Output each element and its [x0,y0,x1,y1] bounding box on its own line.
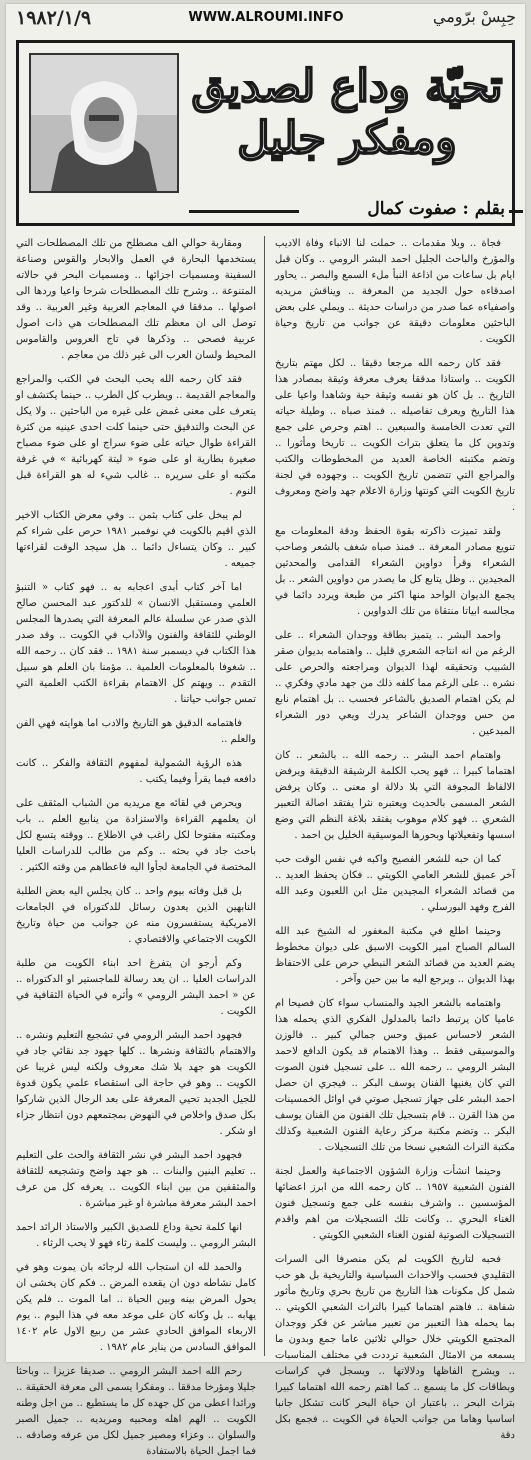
paragraph: وكم أرجو ان يتفرغ احد ابناء الكويت من طلبة الدراسات العليا .. ان يعد رسالة للماجستير او الدكتوراه .. عن « احمد البشر الرومي » وأثره في الحياة الثقافية في الكويت . [16,958,256,1017]
article-title-line-2: ومفكر جليل [237,113,457,164]
paragraph: ويحرص في لقائه مع مريديه من الشباب المثقف على ان يعلمهم القراءة والاستزادة من ينابيع العلم .. باب ومكتبته مفتوحا لكل راغب في الاطلاع .. ووقته يتسع لكل باحث جاد في بحثه .. وكم من طالب للدراسات العليا المختصة في الجامعة لجأوا اليه فاعطاهم من وقته الكثير . [16,798,256,873]
paragraph: هذه الرؤية الشمولية لمفهوم الثقافة والفكر .. كانت دافعه فيما يقرأ وفيما يكتب . [16,758,256,785]
paragraph: ولقد تميزت ذاكرته بقوة الحفظ ودقة المعلومات مع تنويع مصادر المعرفة .. فمنذ صباه شغف بالشعر وصاحب الشعراء وقرأ دواوين الشعراء القدامى والمحدثين المجيدين .. وظل يتابع كل ما يصدر من دواوين الشعر .. بل يجمع الديوان الواحد منها اكثر من طبعة ويردد دائما في مجالسه ابياتا منتقاة من تلك الدواوين . [275,526,515,617]
article-byline: بقلم : صفوت كمال [189,199,505,219]
paragraph: لم يبخل على كتاب بثمن .. وفي معرض الكتاب الاخير الذي اقيم بالكويت في نوفمبر ١٩٨١ حرص على شراء كم كبير .. وكان يتساءل دائما .. هل سيجد الوقت لقراءتها جميعه . [16,510,256,569]
newspaper-clipping [6,4,525,1457]
paragraph: واهتمامه بالشعر الجيد والمنساب سواء كان فصيحا ام عاميا كان يرتبط دائما بالمدلول الفكري الذي يحمله هذا الشعر لاحساس عميق وحس جمالي كبير .. فالوزن والموسيقى فقط .. وهذا الاهتمام قد يكون الدافع لاحمد البشر الرومي .. رحمه الله .. على تسجيل فنون الصوت التي كان يغنيها الفنان يوسف البكر .. فيجري ان حصل احمد البشر على جهاز تسجيل صوتي في اوائل الخمسينات من هذا القرن .. قام بتسجيل تلك الفنون من الفنان يوسف البكر .. وتضم مكتبة مركز رعاية الفنون الشعبية وكذلك مكتبة التراث الشعبي نسخا من تلك التسجيلات . [275,998,515,1153]
paragraph: فقد كان رحمه الله مرجعا دقيقا .. لكل مهتم بتاريخ الكويت .. واستاذا مدققا يعرف معرفة وثيقة بمصادر هذا التاريخ .. بل كان هو نفسه وثيقة حية وشاهدا واعيا على هذا التاريخ ويعرف تفاصيله .. فمنذ صباه .. وطيلة حياته التي تعدت الخامسة والسبعين .. اهتم وحرص على جمع وتدوين كل ما يتعلق بتراث الكويت .. تاريخا ومأثورا .. وتضم مكتبته الخاصة العديد من المخطوطات والكتب والمراجع التي تتضمن تاريخ الكويت .. وجهوده في لجنة تاريخ الكويت التي كونتها وزارة الاعلام جهد واضح ومعروف . [275,358,515,513]
paragraph: ومقاربة حوالي الف مصطلح من تلك المصطلحات التي يستخدمها البحارة في العمل والابحار والقوس وصناعة السفينة ومسميات اجزائها .. ومسميات البحر في حالاته المتنوعة .. وشرح تلك المصطلحات شرحا واعيا وردها الى اصولها .. مدققا في المعاجم العربية وغير العربية .. وقد توصل الى ان معظم تلك المصطلحات هي ذات اصول عربية فصحى .. وذكرها في تاج العروس والقاموس المحيط ولسان العرب الى غير ذلك من معاجم . [16,238,256,361]
paragraph: واهتمام احمد البشر .. رحمه الله .. بالشعر .. كان اهتماما كبيرا .. فهو يحب الكلمة الرشيقة الدقيقة ويرفض الالفاظ المجوفة التي بلا دلالة او معنى .. وكان يرفض الشعر المسمى بالحديث ويعتبره نثرا يفتقد اصالة التعبير الشعري .. فهو كلام موهوب يفتقد بلاغة النظم التي وضع اسسها وتفعيلاتها وبحورها الموسيقية الخليل بن احمد . [275,750,515,841]
paragraph: واحمد البشر .. يتميز بطاقة ووجدان الشعراء .. على الرغم من انه انتاجه الشعري قليل .. واهتمامه بديوان صقر الشبيب وتحقيقه لهذا الديوان ومراجعته والحرص على نشره .. على الرغم مما كلفه ذلك من جهد مادي وفكري .. لم يكن اهتمام الصديق بالشاعر فحسب .. بل اهتمام نابع من حس ووجدان الشاعر يدرك ويعي دور الشعراء المبدعين . [275,630,515,737]
paragraph: بل قبل وفاته بيوم واحد .. كان يجلس اليه بعض الطلبة النابهين الذين يعدون رسائل للدكتوراه في الجامعات الامريكية يستفسرون منه عن جوانب من حياة وتاريخ الكويت الاجتماعي والاقتصادي . [16,886,256,945]
paragraph: انها كلمة تحية وداع للصديق الكبير والاستاذ الرائد احمد البشر الرومي .. وليست كلمة رثاء فهو لا يحب الرثاء . [16,1222,256,1249]
paragraph: فجهود احمد البشر الرومي في تشجيع التعليم ونشره .. والاهتمام بالثقافة ونشرها .. كلها جهود جد نقائي جاد في الكويت هو جهد بلا شك معروف ولكنه ليس غريبا عن الكويت .. وهو في حاجة الى استقصاء علمي يكون قدوة للجيل الجديد تحيي المعرفة على بعد الرجال الذين شاركوا بكل صدق واخلاص في النهوض بمجتمعهم دون انتظار جزاء او شكر . [16,1030,256,1137]
paragraph: وحينما اطلع في مكتبة المغفور له الشيخ عبد الله السالم الصباح امير الكويت الاسبق على ديوان مخطوط يضم العديد من قصائد الشعر النبطي حرص على الاحتفاظ بهذا الديوان .. ويرجع اليه ما بين حين وآخر . [275,926,515,985]
article-column-right [275,236,515,1441]
author-portrait-photo [29,53,179,193]
paragraph: رحم الله احمد البشر الرومي .. صديقا عزيزا .. وباحثا جليلا ومؤرخا مدققا .. ومفكرا يسمى الى معرفة الحقيقة .. ورائدا اعطى من كل جهده كل ما يستطيع .. من اجل وطنه الكويت .. الهم اهله ومحبيه ومريديه .. جميل الصبر والسلوان .. وعزاء ومصير جميل لكل من عرفه وصادقه .. فما اجمل الحياة بالاستفادة [16,1366,256,1457]
column-divider [264,236,265,1356]
article-header-box [16,40,515,226]
article-column-left [16,236,256,1457]
article-title [191,61,503,165]
paragraph: كما ان حبه للشعر الفصيح واكبه في نفس الوقت حب آخر عميق للشعر العامي الكويتي .. فكان يحفظ العديد .. من قصائد الشعراء المجيدين مثل ابن اللعبون وعبد الله الفرج وفهد البورسلي . [275,854,515,913]
site-watermark[interactable]: WWW.ALROUMI.INFO [188,10,344,25]
paragraph: فاهتمامه الدقيق هو التاريخ والادب اما هوايته فهي الفن والعلم .. [16,718,256,745]
brand-name: حِبِسْ برّومي [432,7,516,26]
portrait-illustration [31,55,177,191]
paragraph: وحينما انشأت وزارة الشؤون الاجتماعية والعمل لجنة الفنون الشعبية ١٩٥٧ .. كان رحمه الله من ابرز اعضائها المؤسسين .. واشرف بنفسه على جمع وتسجيل فنون الغناء البحري .. وكانت تلك التسجيلات من اهم واقدم التسجيلات الصوتية لفنون الغناء الشعبي الكويتي . [275,1166,515,1241]
paragraph: فجهود احمد البشر في نشر الثقافة والحث على التعليم .. تعليم البنين والبنات .. هو جهد واضح وتشجيعه للثقافة والمثقفين من بين ابناء الكويت .. يعرفه كل من عرف احمد البشر معرفة مباشرة او غير مباشرة . [16,1150,256,1209]
paragraph: فحبه لتاريخ الكويت لم يكن منصرفا الى السرات التقليدي فحسب والاحداث السياسية والتاريخية بل هو حب شمل كل مكونات هذا التاريخ من تاريخ بحري وتاريخ مأثور شفاهة .. فاهتم اهتماما كبيرا بالتراث الشعبي الكويتي .. بما يحمله هذا التعبير من تعبير مباشر عن فكر ووجدان المجتمع الكويتي خلال حوالي ثلاثين عاما جمع وبدون ما يسمعه من الامثال الشعبية ترددت في مختلف المناسبات .. ويشرح الفاظها ودلالاتها .. ويسجل في كراسات وبطاقات كل ما يسمع .. كما اهتم رحمه الله اهتماما كبيرا بتراث البحر .. باعتبار ان حياة البحر كانت تشكل جانبا اساسيا وهاما من جوانب الحياة في الكويت .. فجمع بكل دقة [275,1254,515,1441]
article-title-line-1: تحيّة وداع لصديق [191,61,503,112]
publication-date: ١٩٨٢/١/٩ [16,7,92,29]
article-body [16,236,515,1457]
clipping-header [6,4,525,30]
paragraph: والحمد لله ان استجاب الله لرجائه بان يموت وهو في كامل نشاطه دون ان يقعده المرض .. فكم كان يخشى ان يحول المرض بينه وبين الحياة .. اما الموت .. فلم يكن يهابه .. بل وكانه كان على موعد معه في هذا اليوم .. يوم الاربعاء الموافق الحادي عشر من ربيع الاول عام ١٤٠٢ الموافق السادس من يناير عام ١٩٨٢ . [16,1262,256,1353]
paragraph: فقد كان رحمه الله يحب البحث في الكتب والمراجع والمعاجم القديمة .. ويطرب كل الطرب .. حينما يكتشف او يتعرف على معنى غمض على غيره من الباحثين .. ولا يكل عن البحث والتدقيق حتى حينما كلت احدى عينيه من كثرة القراءة طوال حياته على ضوء سراج او على ضوء مصباح صغيرة بطارية او على ضوء « ليتة كهربائية » في غرفة مكتبه او على سريره .. غالب شيء له هو القراءة قبل النوم . [16,374,256,497]
paragraph: اما آخر كتاب أبدى اعجابه به .. فهو كتاب « التنبؤ العلمي ومستقبل الانسان » للدكتور عبد المحسن صالح الذي صدر عن سلسلة عالم المعرفة التي يصدرها المجلس الوطني للثقافة والفنون والآداب في الكويت .. وقد صدر هذا الكتاب في ديسمبر سنة ١٩٨١ .. فقد كان .. رحمه الله .. شغوفا بالمعلومات العلمية .. مؤمنا بان العلم هو سبيل التقدم .. ويهتم كل الاهتمام بقراءة الكتب العلمية التي تمس جوانب حياتنا . [16,582,256,705]
paragraph: فجاة .. وبلا مقدمات .. حملت لنا الانباء وفاة الاديب والمؤرخ والباحث الجليل احمد البشر الرومي .. وكان قبل ايام بل ساعات من اذاعة النبأ ملء السمع والبصر .. يحاور اصدقاءه حول الجديد من المعرفة .. ويناقش مريديه واصفياءه عما صدر من دراسات حديثة .. ويملي على بعض الباحثين معلومات دقيقة عن جوانب من تاريخ وحياة الكويت . [275,238,515,345]
